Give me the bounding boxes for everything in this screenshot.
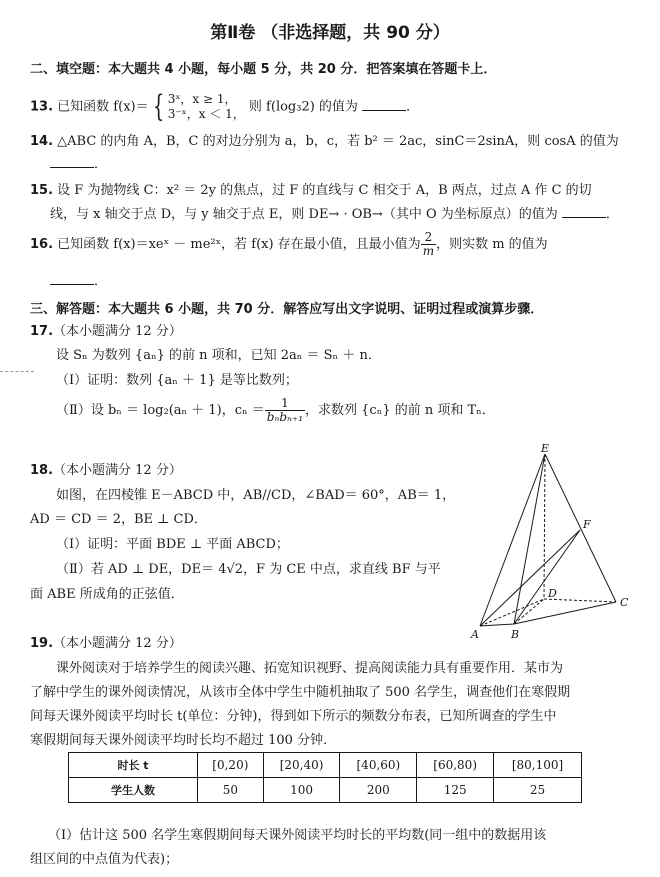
q17-part2-post: ，求数列 {cₙ} 的前 n 项和 Tₙ．	[305, 403, 495, 418]
q13-end: ．	[406, 99, 420, 115]
label-F: F	[583, 518, 591, 531]
q16-end: ．	[94, 274, 108, 289]
table-header-duration: 时长 t	[69, 753, 198, 778]
edge-AD	[480, 599, 544, 626]
q15-line2: 线，与 x 轴交于点 D，与 y 轴交于点 E，则 DE→ · OB→（其中 O 为坐标原点）的值为	[50, 207, 558, 222]
q15-number: 15.	[30, 183, 54, 198]
q16-number: 16.	[30, 237, 54, 252]
q19-number: 19.	[30, 636, 54, 651]
margin-dash	[0, 371, 34, 372]
q16-text2: ，则实数 m 的值为	[436, 237, 548, 252]
table-cell-count: 125	[417, 778, 494, 803]
edge-BC	[514, 602, 616, 624]
q15-answer-blank[interactable]	[562, 205, 606, 218]
q13-brace: {	[152, 89, 164, 124]
table-cell-count: 200	[340, 778, 417, 803]
frequency-table	[68, 752, 582, 803]
table-cell-interval: [20,40)	[263, 753, 340, 778]
q18-part1: （Ⅰ）证明：平面 BDE ⊥ 平面 ABCD；	[56, 537, 289, 552]
q17-score: （本小题满分 12 分）	[53, 324, 182, 339]
q18-number: 18.	[30, 463, 54, 478]
table-cell-interval: [0,20)	[198, 753, 264, 778]
edge-ED	[544, 454, 545, 599]
question-15	[30, 183, 592, 199]
q18-score: （本小题满分 12 分）	[53, 463, 182, 478]
q17-part1: （Ⅰ）证明：数列 {aₙ ＋ 1} 是等比数列；	[56, 373, 298, 388]
q19-line4: 寒假期间每天课外阅读平均时长均不超过 100 分钟．	[30, 733, 337, 748]
label-D: D	[548, 587, 557, 600]
q19-score: （本小题满分 12 分）	[53, 636, 182, 651]
edge-EC	[545, 454, 616, 602]
q13-post: 则 f(log₃2) 的值为	[248, 99, 358, 115]
q16-text: 已知函数 f(x)＝xeˣ － me²ˣ，若 f(x) 存在最小值，且最小值为	[57, 237, 421, 252]
q16-fraction: $\frac{2}{m}$	[422, 230, 435, 258]
question-14	[30, 134, 619, 150]
table-cell-interval: [80,100]	[494, 753, 582, 778]
segment-AF	[480, 530, 580, 626]
q15-end: ．	[605, 207, 619, 222]
label-C: C	[620, 596, 629, 609]
q15-line2-row	[50, 205, 619, 223]
question-18-header	[30, 463, 182, 479]
table-row	[69, 778, 582, 803]
q19-line3: 间每天课外阅读平均时长 t(单位：分钟)，得到如下所示的频数分布表，已知所调查的学生中	[30, 709, 557, 724]
table-header-count: 学生人数	[69, 778, 198, 803]
q13-cases: 3ˣ，x ≥ 1， 3⁻ˣ，x ＜ 1，	[167, 92, 245, 121]
q17-fraction: $\frac{1}{\text{bₙbₙ₊₁}}$	[266, 396, 304, 424]
q18-part2a: （Ⅱ）若 AD ⊥ DE，DE＝ 4√2，F 为 CE 中点，求直线 BF 与平	[56, 562, 441, 577]
question-16	[30, 230, 548, 260]
q14-end: ．	[94, 157, 108, 172]
segment-BF	[514, 530, 580, 624]
q19-line1: 课外阅读对于培养学生的阅读兴趣、拓宽知识视野、提高阅读能力具有重要作用．某市为	[56, 661, 564, 676]
edge-EA	[480, 454, 545, 626]
edge-EB	[514, 454, 545, 624]
q14-answer-line	[50, 155, 107, 173]
q13-number: 13.	[30, 99, 54, 115]
section-3-header: 三、解答题：本大题共 6 小题，共 70 分．解答应写出文字说明、证明过程或演算步骤．	[30, 302, 544, 317]
q14-text: △ABC 的内角 A，B，C 的对边分别为 a，b，c，若 b² ＝ 2ac，sinC＝2sinA，则 cosA 的值为	[57, 134, 619, 149]
section-2-header: 二、填空题：本大题共 4 小题，每小题 5 分，共 20 分．把答案填在答题卡上．	[30, 62, 497, 77]
q18-line2: AD ＝ CD ＝ 2，BE ⊥ CD．	[30, 512, 207, 527]
table-row	[69, 753, 582, 778]
q14-answer-blank[interactable]	[50, 155, 94, 168]
table-cell-count: 50	[198, 778, 264, 803]
q14-number: 14.	[30, 134, 54, 149]
q13-pre: 已知函数 f(x)＝	[57, 99, 149, 115]
q17-line1: 设 Sₙ 为数列 {aₙ} 的前 n 项和，已知 2aₙ ＝ Sₙ ＋ n．	[56, 348, 381, 363]
q18-line1: 如图，在四棱锥 E－ABCD 中，AB//CD，∠BAD＝ 60°，AB＝ 1，	[56, 488, 456, 503]
q17-part2	[56, 396, 495, 426]
question-19-header	[30, 636, 182, 652]
table-cell-count: 25	[494, 778, 582, 803]
table-cell-count: 100	[263, 778, 340, 803]
q16-answer-blank[interactable]	[50, 272, 94, 285]
q13-answer-blank[interactable]	[362, 98, 406, 111]
q15-line1: 设 F 为抛物线 C：x² ＝ 2y 的焦点，过 F 的直线与 C 相交于 A，B 两点，过点 A 作 C 的切	[57, 183, 592, 198]
q17-number: 17.	[30, 324, 54, 339]
q19-line2: 了解中学生的课外阅读情况，从该市全体中学生中随机抽取了 500 名学生，调查他们在寒假期	[30, 685, 571, 700]
q19-part1a: （Ⅰ）估计这 500 名学生寒假期间每天课外阅读平均时长的平均数(同一组中的数据用该	[48, 828, 547, 843]
table-cell-interval: [40,60)	[340, 753, 417, 778]
q19-part1b: 组区间的中点值为代表)；	[30, 852, 179, 867]
label-B: B	[511, 628, 520, 641]
pyramid-figure	[466, 444, 636, 644]
label-E: E	[541, 444, 550, 455]
table-cell-interval: [60,80)	[417, 753, 494, 778]
question-17-header	[30, 324, 182, 340]
q18-part2b: 面 ABE 所成角的正弦值．	[30, 587, 184, 602]
label-A: A	[471, 628, 479, 641]
page-title: 第Ⅱ卷 （非选择题，共 90 分）	[210, 23, 450, 43]
q16-answer-line	[50, 272, 107, 290]
question-13	[30, 89, 420, 124]
q17-part2-pre: （Ⅱ）设 bₙ ＝ log₂(aₙ ＋ 1)，cₙ ＝	[56, 403, 265, 418]
